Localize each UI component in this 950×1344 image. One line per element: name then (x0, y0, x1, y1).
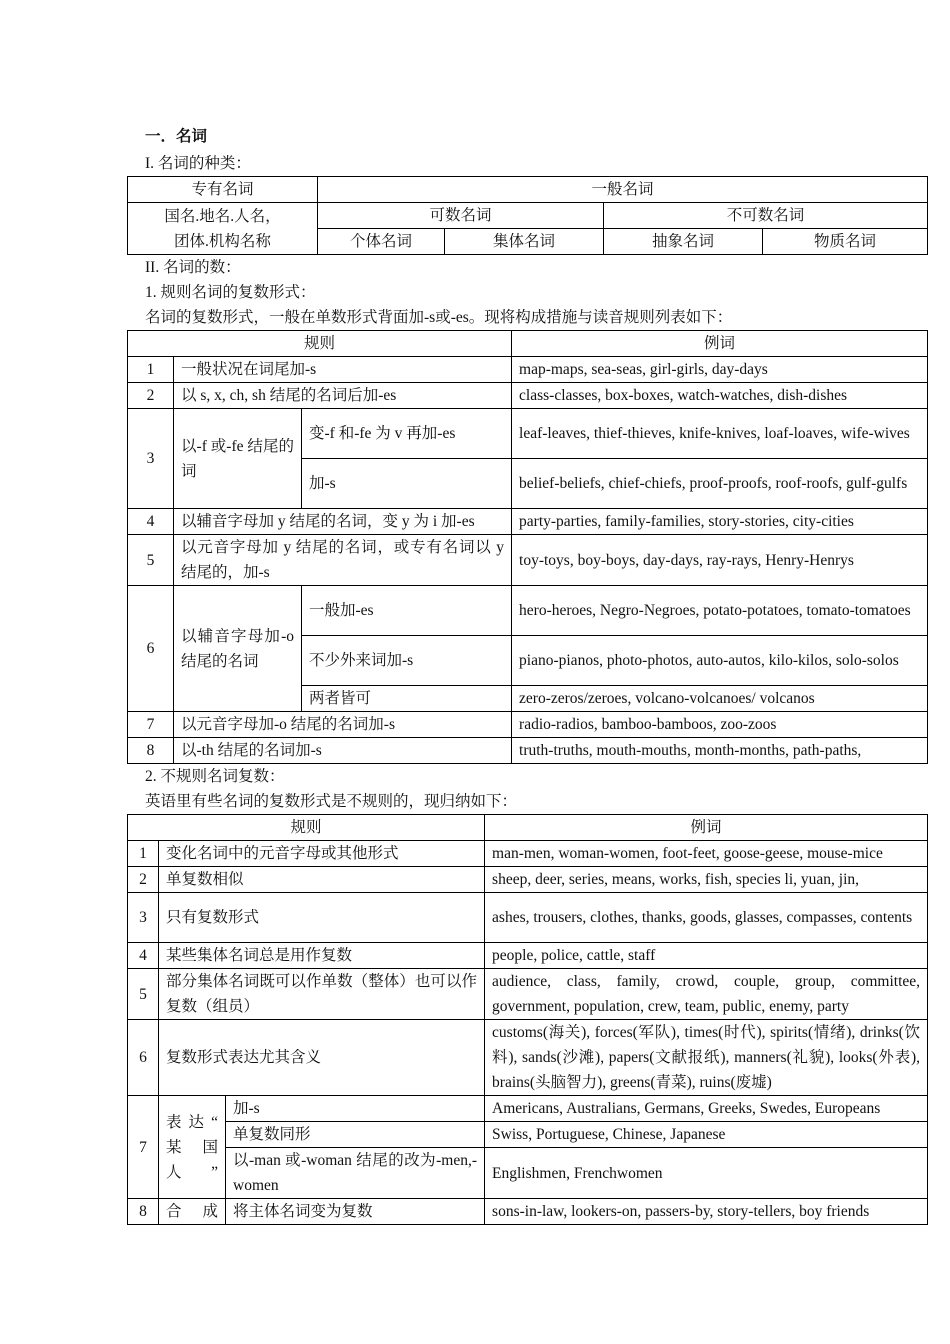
sub2-title: 2. 不规则名词复数： (145, 768, 285, 785)
example-cell: audience, class, family, crowd, couple, group, committee, government, population, crew, team, public, enemy, party (485, 969, 928, 1020)
rule-cell: 将主体名词变为复数 (226, 1199, 485, 1225)
row-number: 3 (128, 893, 159, 943)
uncountable-cell: 不可数名词 (604, 203, 928, 229)
rule-cell: 一般状况在词尾加-s (174, 357, 512, 383)
collective-cell: 集体名词 (445, 229, 604, 255)
rule-cell: 变-f 和-fe 为 v 再加-es (302, 409, 512, 459)
example-cell: Americans, Australians, Germans, Greeks, Swedes, Europeans (485, 1096, 928, 1122)
abstract-cell: 抽象名词 (604, 229, 763, 255)
example-cell: leaf-leaves, thief-thieves, knife-knives, loaf-loaves, wife-wives (512, 409, 928, 459)
rule-cell: 以元音字母加 y 结尾的名词，或专有名词以 y 结尾的，加-s (174, 535, 512, 586)
row-number: 1 (128, 357, 174, 383)
rule-cell: 两者皆可 (302, 686, 512, 712)
row-number: 4 (128, 943, 159, 969)
countable-cell: 可数名词 (318, 203, 604, 229)
proper-noun-desc (128, 203, 318, 255)
header-example: 例词 (485, 815, 928, 841)
header-rule: 规则 (128, 331, 512, 357)
material-cell: 物质名词 (763, 229, 928, 255)
section1-title: I. 名词的种类： (145, 155, 251, 172)
example-cell: class-classes, box-boxes, watch-watches, dish-dishes (512, 383, 928, 409)
rule-cell: 复数形式表达尤其含义 (159, 1020, 485, 1096)
proper-desc-line-2: 团体.机构名称 (174, 232, 271, 250)
header-rule: 规则 (128, 815, 485, 841)
example-cell: sons-in-law, lookers-on, passers-by, story-tellers, boy friends (485, 1199, 928, 1225)
example-cell: zero-zeros/zeroes, volcano-volcanoes/ volcanos (512, 686, 928, 712)
sub2-intro: 英语里有些名词的复数形式是不规则的，现归纳如下： (145, 793, 518, 810)
example-cell: customs(海关), forces(军队), times(时代), spirits(情绪), drinks(饮料), sands(沙滩), papers(文献报纸), manners(礼貌), looks(外表), brains(头脑智力), greens(青菜), ruins(废墟) (485, 1020, 928, 1096)
noun-kinds-table (127, 176, 928, 255)
rule-cell: 只有复数形式 (159, 893, 485, 943)
example-cell: people, police, cattle, staff (485, 943, 928, 969)
example-cell: belief-beliefs, chief-chiefs, proof-proofs, roof-roofs, gulf-gulfs (512, 459, 928, 509)
rule-cell: 某些集体名词总是用作复数 (159, 943, 485, 969)
row-number: 1 (128, 841, 159, 867)
rule-cell: 加-s (302, 459, 512, 509)
general-noun-cell: 一般名词 (318, 177, 928, 203)
row-number: 5 (128, 535, 174, 586)
row-number: 7 (128, 1096, 159, 1199)
rule-cell: 单复数同形 (226, 1122, 485, 1148)
example-cell: map-maps, sea-seas, girl-girls, day-days (512, 357, 928, 383)
row-number: 8 (128, 738, 174, 764)
proper-desc-line-1: 国名.地名.人名， (164, 207, 281, 225)
irregular-plural-table (127, 814, 928, 1225)
row-number: 8 (128, 1199, 159, 1225)
example-cell: radio-radios, bamboo-bamboos, zoo-zoos (512, 712, 928, 738)
rule-cell: 加-s (226, 1096, 485, 1122)
row-number: 2 (128, 383, 174, 409)
rule-cell: 不少外来词加-s (302, 636, 512, 686)
example-cell: hero-heroes, Negro-Negroes, potato-potatoes, tomato-tomatoes (512, 586, 928, 636)
individual-cell: 个体名词 (318, 229, 445, 255)
example-cell: Swiss, Portuguese, Chinese, Japanese (485, 1122, 928, 1148)
example-cell: toy-toys, boy-boys, day-days, ray-rays, Henry-Henrys (512, 535, 928, 586)
header-example: 例词 (512, 331, 928, 357)
regular-plural-table (127, 330, 928, 764)
row-number: 6 (128, 1020, 159, 1096)
sub1-title: 1. 规则名词的复数形式： (145, 284, 316, 301)
rule-cell: 单复数相似 (159, 867, 485, 893)
example-cell: sheep, deer, series, means, works, fish, species li, yuan, jin, (485, 867, 928, 893)
example-cell: truth-truths, mouth-mouths, month-months, path-paths, (512, 738, 928, 764)
heading: 一．名词 (145, 128, 208, 145)
rule-cell: 一般加-es (302, 586, 512, 636)
section2-title: II. 名词的数： (145, 259, 241, 276)
rule-cell: 以 s, x, ch, sh 结尾的名词后加-es (174, 383, 512, 409)
rule-cell: 以-th 结尾的名词加-s (174, 738, 512, 764)
proper-noun-cell: 专有名词 (128, 177, 318, 203)
row-number: 5 (128, 969, 159, 1020)
rule-cell: 变化名词中的元音字母或其他形式 (159, 841, 485, 867)
example-cell: man-men, woman-women, foot-feet, goose-geese, mouse-mice (485, 841, 928, 867)
row-number: 2 (128, 867, 159, 893)
rule-group-cell: 以-f 或-fe 结尾的词 (174, 409, 302, 509)
rule-cell: 以辅音字母加 y 结尾的名词，变 y 为 i 加-es (174, 509, 512, 535)
row-number: 6 (128, 586, 174, 712)
rule-group-cell: 表 达 “ 某 国 人” (159, 1096, 226, 1199)
row-number: 4 (128, 509, 174, 535)
example-cell: Englishmen, Frenchwomen (485, 1148, 928, 1199)
example-cell: party-parties, family-families, story-stories, city-cities (512, 509, 928, 535)
rule-cell: 以元音字母加-o 结尾的名词加-s (174, 712, 512, 738)
example-cell: piano-pianos, photo-photos, auto-autos, kilo-kilos, solo-solos (512, 636, 928, 686)
rule-group-cell: 以辅音字母加-o 结尾的名词 (174, 586, 302, 712)
rule-group-cell: 合 成 (159, 1199, 226, 1225)
row-number: 3 (128, 409, 174, 509)
example-cell: ashes, trousers, clothes, thanks, goods, glasses, compasses, contents (485, 893, 928, 943)
document-page (127, 123, 927, 1225)
row-number: 7 (128, 712, 174, 738)
rule-cell: 以-man 或-woman 结尾的改为-men,-women (226, 1148, 485, 1199)
sub1-intro: 名词的复数形式，一般在单数形式背面加-s或-es。现将构成措施与读音规则列表如下： (145, 309, 733, 326)
rule-cell: 部分集体名词既可以作单数（整体）也可以作复数（组员） (159, 969, 485, 1020)
